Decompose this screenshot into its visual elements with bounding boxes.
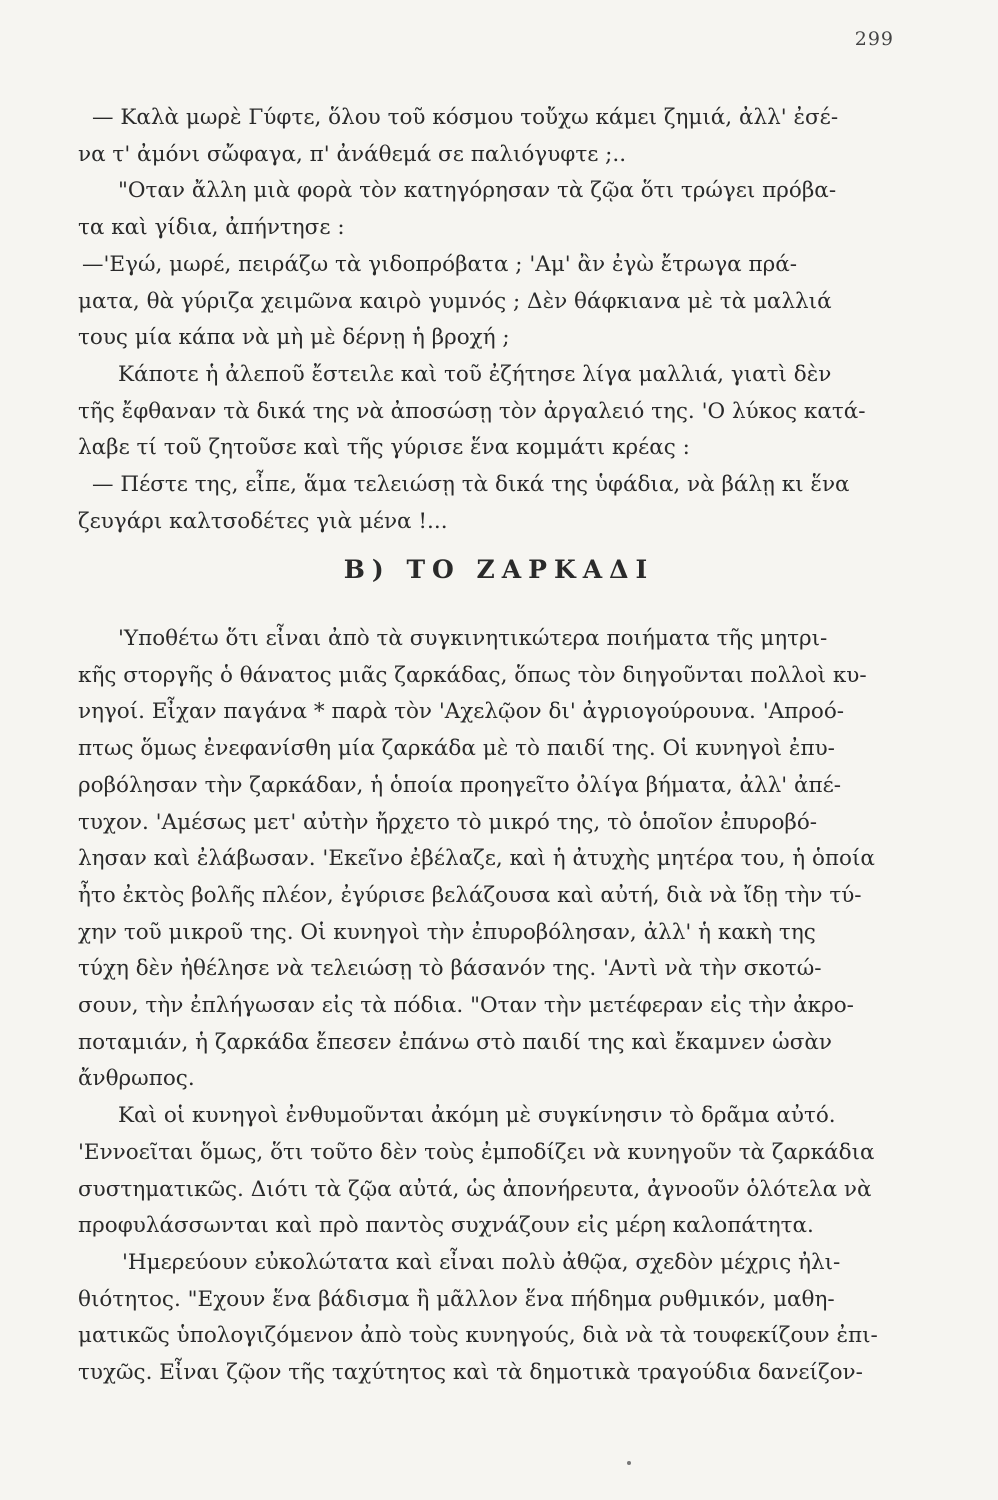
text-line: τυχῶς. Εἶναι ζῷον τῆς ταχύτητος καὶ τὰ δημοτικὰ τραγούδια δανείζον- <box>78 1360 863 1386</box>
ink-speck <box>627 1461 631 1465</box>
body-text-upper <box>78 100 906 540</box>
text-line: λησαν καὶ ἐλάβωσαν. 'Εκεῖνο ἐβέλαζε, καὶ ἡ ἀτυχὴς μητέρα του, ἡ ὁποία <box>78 846 875 872</box>
text-line: τους μία κάπα νὰ μὴ μὲ δέρνῃ ἡ βροχή ; <box>78 325 510 351</box>
text-line: ποταμιάν, ἡ ζαρκάδα ἔπεσεν ἐπάνω στὸ παιδί της καὶ ἔκαμνεν ὡσὰν <box>78 1029 832 1055</box>
text-line: ματικῶς ὑπολογιζόμενον ἀπὸ τοὺς κυνηγούς, διὰ νὰ τὰ τουφεκίζουν ἐπι- <box>78 1323 878 1349</box>
text-line: 'Εννοεῖται ὅμως, ὅτι τοῦτο δὲν τοὺς ἐμποδίζει νὰ κυνηγοῦν τὰ ζαρκάδια <box>78 1139 875 1165</box>
text-line: ροβόλησαν τὴν ζαρκάδαν, ἡ ὁποία προηγεῖτο ὀλίγα βήματα, ἀλλ' ἀπέ- <box>78 772 842 798</box>
page-number: 299 <box>854 28 894 50</box>
section-heading: Β) ΤΟ ΖΑΡΚΑΔΙ <box>343 555 655 584</box>
text-line: ἄνθρωπος. <box>78 1066 195 1092</box>
text-line: τῆς ἔφθαναν τὰ δικά της νὰ ἀποσώσῃ τὸν ἀργαλειό της. 'Ο λύκος κατά- <box>78 398 866 424</box>
text-line: 'Ημερεύουν εὐκολώτατα καὶ εἶναι πολὺ ἀθῷα, σχεδὸν μέχρις ἠλι- <box>122 1249 841 1275</box>
text-line: να τ' ἀμόνι σὤφαγα, π' ἀνάθεμά σε παλιόγυφτε ;.. <box>78 141 627 167</box>
body-text-lower <box>78 621 906 1392</box>
text-line: ἦτο ἐκτὸς βολῆς πλέον, ἐγύρισε βελάζουσα καὶ αὐτή, διὰ νὰ ἴδῃ τὴν τύ- <box>78 882 862 908</box>
text-line: τυχον. 'Αμέσως μετ' αὐτὴν ἤρχετο τὸ μικρό της, τὸ ὁποῖον ἐπυροβό- <box>78 809 818 835</box>
text-line: λαβε τί τοῦ ζητοῦσε καὶ τῆς γύρισε ἕνα κομμάτι κρέας : <box>78 435 690 461</box>
text-line: θιότητος. "Εχουν ἕνα βάδισμα ἢ μᾶλλον ἕνα πήδημα ρυθμικόν, μαθη- <box>78 1286 835 1312</box>
text-line: ματα, θὰ γύριζα χειμῶνα καιρὸ γυμνός ; Δὲν θάφκιανα μὲ τὰ μαλλιά <box>78 288 832 314</box>
text-line: συστηματικῶς. Διότι τὰ ζῷα αὐτά, ὡς ἀπονήρευτα, ἀγνοοῦν ὁλότελα νὰ <box>78 1176 872 1202</box>
text-line: ζευγάρι καλτσοδέτες γιὰ μένα !... <box>78 508 448 534</box>
text-line: τύχη δὲν ἠθέλησε νὰ τελειώσῃ τὸ βάσανόν της. 'Αντὶ νὰ τὴν σκοτώ- <box>78 956 822 982</box>
text-line: χην τοῦ μικροῦ της. Οἱ κυνηγοὶ τὴν ἐπυροβόλησαν, ἀλλ' ἡ κακὴ της <box>78 919 816 945</box>
text-line: κῆς στοργῆς ὁ θάνατος μιᾶς ζαρκάδας, ὅπως τὸν διηγοῦνται πολλοὶ κυ- <box>78 662 867 688</box>
text-line: νηγοί. Εἶχαν παγάνα * παρὰ τὸν 'Αχελῷον δι' ἀγριογούρουνα. 'Απροό- <box>78 699 845 725</box>
text-line: σουν, τὴν ἐπλήγωσαν εἰς τὰ πόδια. "Οταν τὴν μετέφεραν εἰς τὴν ἀκρο- <box>78 993 854 1019</box>
text-line: πτως ὅμως ἐνεφανίσθη μία ζαρκάδα μὲ τὸ παιδί της. Οἱ κυνηγοὶ ἐπυ- <box>78 736 835 762</box>
text-line: — Πέστε της, εἶπε, ἅμα τελειώσῃ τὰ δικά της ὑφάδια, νὰ βάλῃ κι ἕνα <box>92 472 850 498</box>
text-line: τα καὶ γίδια, ἀπήντησε : <box>78 215 345 241</box>
text-line: Κάποτε ἡ ἀλεποῦ ἔστειλε καὶ τοῦ ἐζήτησε λίγα μαλλιά, γιατὶ δὲν <box>118 361 832 387</box>
text-line: 'Υποθέτω ὅτι εἶναι ἀπὸ τὰ συγκινητικώτερα ποιήματα τῆς μητρι- <box>118 626 828 651</box>
text-line: Καὶ οἱ κυνηγοὶ ἐνθυμοῦνται ἀκόμη μὲ συγκίνησιν τὸ δρᾶμα αὐτό. <box>118 1103 836 1129</box>
text-line: —'Εγώ, μωρέ, πειράζω τὰ γιδοπρόβατα ; 'Αμ' ἂν ἐγὼ ἔτρωγα πρά- <box>82 251 798 277</box>
text-line: "Οταν ἄλλη μιὰ φορὰ τὸν κατηγόρησαν τὰ ζῷα ὅτι τρώγει πρόβα- <box>118 178 837 204</box>
text-line: — Καλὰ μωρὲ Γύφτε, ὅλου τοῦ κόσμου τοὔχω κάμει ζημιά, ἀλλ' ἐσέ- <box>92 105 839 130</box>
text-line: προφυλάσσωνται καὶ πρὸ παντὸς συχνάζουν εἰς μέρη καλοπάτητα. <box>78 1213 814 1239</box>
